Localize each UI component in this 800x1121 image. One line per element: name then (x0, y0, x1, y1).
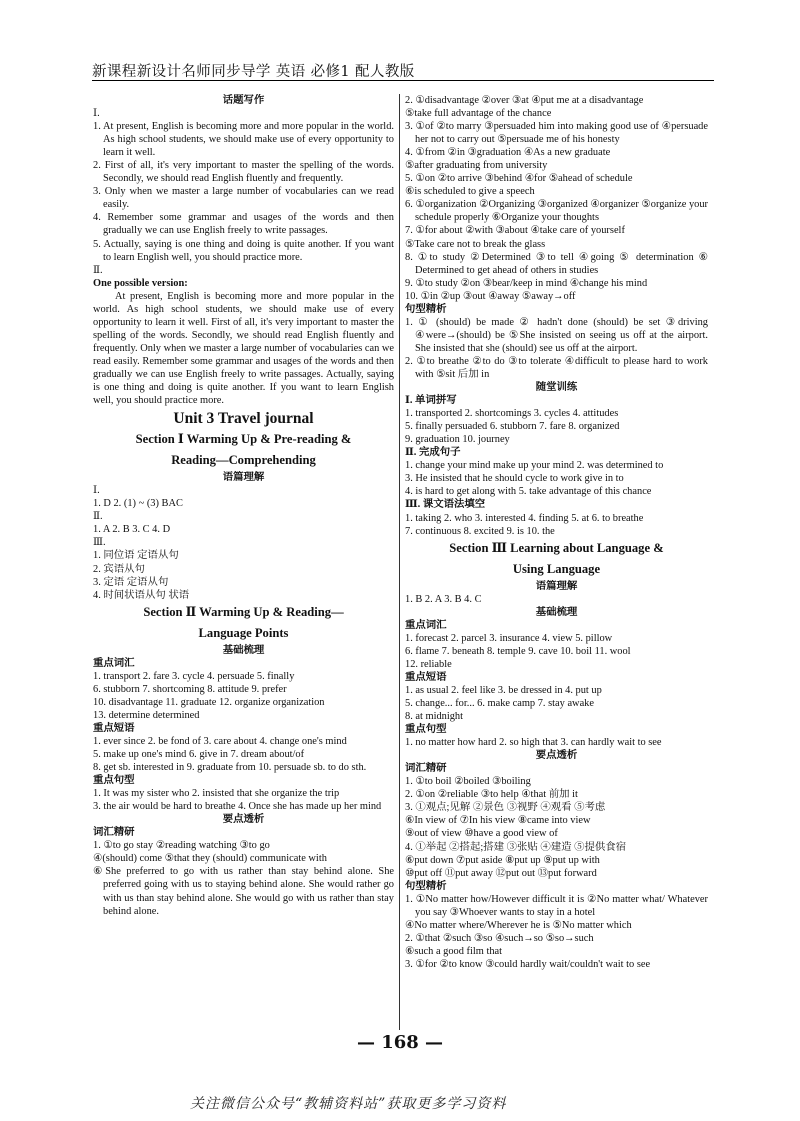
center-heading: 要点透析 (222, 814, 265, 826)
center-heading: 基础梳理 (222, 644, 265, 656)
text-line: 4. 时间状语从句 状语 (93, 589, 190, 601)
answer-line: 3. ①of ②to marry ③persuaded him into making good use of ④persuade her not to carry out ⑤persuade me of his honesty (405, 121, 708, 146)
section-title: Reading—Comprehending (171, 453, 316, 468)
section-title: Language Points (198, 625, 289, 640)
answer-line: 3. ①for ②to know ③could hardly wait/couldn't wait to see (405, 958, 651, 970)
text-line: 13. determine determined (93, 709, 200, 721)
text-line: 5. finally persuaded 6. stubborn 7. fare 8. organized (405, 421, 620, 433)
answer-line: ⑩put off ⑪put away ⑫put out ⑬put forward (405, 867, 597, 879)
text-line: Ⅰ. (93, 485, 100, 497)
answer-line: 3. ①观点;见解 ②景色 ③视野 ④观看 ⑤考虑 (405, 802, 606, 814)
text-line: 5. make up one's mind 6. give in 7. dream about/of (93, 749, 305, 761)
text-line: Ⅲ. 课文语法填空 (405, 499, 486, 511)
answer-line: ⑤Take care not to break the glass (405, 238, 546, 250)
text-line: 重点词汇 (93, 657, 135, 669)
text-line: 1. change your mind make up your mind 2. was determined to (405, 460, 664, 472)
text-line: 1. taking 2. who 3. interested 4. finding 5. at 6. to breathe (405, 512, 644, 524)
answer-line: 1. ① (should) be made ② hadn't done (should) be set ③driving ④were→(should) be ⑤She insisted on seeing us off at the airport. She insisted that she (should) see us off at the airport. (405, 316, 708, 354)
answer-line: 7. ①for about ②with ③about ④take care of yourself (405, 225, 625, 237)
answer-line: 2. ①on ②reliable ③to help ④that 前加 it (405, 789, 578, 801)
text-line: 重点词汇 (405, 619, 447, 631)
text-line: 9. graduation 10. journey (405, 434, 510, 446)
text-line: 10. disadvantage 11. graduate 12. organize organization (93, 696, 325, 708)
answer-line: ⑤take full advantage of the chance (405, 108, 552, 120)
text-line: 重点句型 (93, 775, 135, 787)
text-line: 12. reliable (405, 658, 452, 670)
section-title: Section Ⅲ Learning about Language & (449, 540, 664, 555)
text-line: 1. 同位语 定语从句 (93, 550, 179, 562)
answer-line: 8. ①to study ②Determined ③to tell ④going ⑤ determination ⑥ Determined to get ahead of others in studies (405, 251, 708, 276)
text-line: 4. is hard to get along with 5. take advantage of this chance (405, 486, 652, 498)
answer-line: 2. ①disadvantage ②over ③at ④put me at a disadvantage (405, 95, 644, 106)
answer-line: 1. At present, English is becoming more and more popular in the world. As high school students, we should make use of every opportunity to learn it well. (93, 121, 394, 159)
right-column (405, 94, 708, 1030)
running-header: 新课程新设计名师同步导学 英语 必修1 配人教版 (92, 64, 415, 80)
text-line: 1. as usual 2. feel like 3. be dressed in 4. put up (405, 684, 602, 696)
text-line: 重点短语 (93, 722, 135, 734)
unit-title: Unit 3 Travel journal (173, 410, 314, 428)
center-heading: 话题写作 (222, 95, 265, 106)
answer-line: 1. ①No matter how/However difficult it is ②No matter what/ Whatever you say ③Whoever wants to stay in a hotel (405, 893, 708, 918)
text-line: 重点短语 (405, 671, 447, 683)
text-line: Ⅲ. (93, 537, 106, 549)
text-line: 1. D 2. (1) ~ (3) BAC (93, 498, 183, 510)
text-line: 6. stubborn 7. shortcoming 8. attitude 9. prefer (93, 683, 287, 695)
answer-line: 4. ①from ②in ③graduation ④As a new graduate (405, 147, 611, 159)
text-line: 1. ever since 2. be fond of 3. care about 4. change one's mind (93, 735, 347, 747)
text-line: 1. transport 2. fare 3. cycle 4. persuade 5. finally (93, 670, 295, 682)
answer-line: 2. ①to breathe ②to do ③to tolerate ④difficult to please hard to work with ⑤sit 后加 in (405, 355, 708, 380)
text-line: 3. the air would be hard to breathe 4. Once she has made up her mind (93, 801, 382, 813)
section-title: Section Ⅱ Warming Up & Reading— (143, 604, 344, 619)
text-line: 句型精析 (405, 303, 447, 315)
answer-line: ④No matter where/Wherever he is ⑤No matter which (405, 919, 632, 931)
text-line: 5. change... for... 6. make camp 7. stay awake (405, 698, 594, 710)
text-line: Ⅰ. (93, 108, 100, 120)
text-line: 1. It was my sister who 2. insisted that she organize the trip (93, 788, 340, 800)
text-line: Ⅱ. 完成句子 (405, 447, 461, 459)
text-line: 词汇精研 (405, 763, 447, 775)
text-line: 1. transported 2. shortcomings 3. cycles 4. attitudes (405, 408, 619, 420)
left-column (93, 94, 394, 1030)
text-line: 8. get sb. interested in 9. graduate from 10. persuade sb. to do sth. (93, 762, 367, 774)
answer-line: 3. Only when we master a large number of vocabularies can we read easily. (93, 186, 394, 211)
answer-line: ⑨out of view ⑩have a good view of (405, 828, 558, 840)
section-title: Using Language (512, 561, 601, 576)
center-heading: 随堂训练 (535, 382, 578, 394)
center-heading: 语篇理解 (222, 472, 265, 484)
answer-line: 9. ①to study ②on ③bear/keep in mind ④change his mind (405, 277, 648, 289)
text-line: 句型精析 (405, 880, 447, 892)
text-line: 6. flame 7. beneath 8. temple 9. cave 10. boil 11. wool (405, 645, 631, 657)
essay-paragraph: At present, English is becoming more and more popular in the world. As high school students, we should make use of every opportunity to learn it well. First of all, it's very important to master the spelling of the words. Secondly, we should read English fluently and frequently. Only when we master a large number of vocabularies can we read easily. Remember some grammar and usages of the words and then gradually we can use English freely to write passages. Actually, saying is one thing and doing is quite another. If you want to learn English well, you should practice more. (93, 290, 394, 407)
text-line: 重点句型 (405, 724, 447, 736)
text-line: 1. A 2. B 3. C 4. D (93, 524, 171, 536)
text-line: Ⅱ. (93, 264, 103, 276)
text-line: 1. B 2. A 3. B 4. C (405, 593, 482, 605)
column-divider (399, 94, 400, 1030)
answer-line: 4. ①举起 ②搭起;搭建 ③张贴 ④建造 ⑤提供食宿 (405, 841, 627, 853)
answer-line: ⑥In view of ⑦In his view ⑧came into view (405, 815, 591, 827)
text-line: 1. no matter how hard 2. so high that 3. can hardly wait to see (405, 737, 662, 749)
text-line: 3. 定语 定语从句 (93, 576, 169, 588)
answer-line: 5. ①on ②to arrive ③behind ④for ⑤ahead of schedule (405, 173, 633, 185)
answer-line: 6. ①organization ②Organizing ③organized ④organizer ⑤organize your schedule properly ⑥Organize your thoughts (405, 199, 708, 224)
answer-line: 2. First of all, it's very important to master the spelling of the words. Secondly, we should read English fluently and frequently. (93, 160, 394, 185)
text-line: Ⅰ. 单词拼写 (405, 395, 457, 407)
text-line: 3. He insisted that he should cycle to work give in to (405, 473, 624, 485)
answer-line: ④(should) come ⑤that they (should) communicate with (93, 853, 327, 865)
answer-line: ⑤after graduating from university (405, 160, 548, 172)
text-line: Ⅱ. (93, 511, 103, 523)
center-heading: 语篇理解 (535, 580, 578, 592)
text-line: 8. at midnight (405, 711, 464, 723)
page-number: — 168 — (356, 1032, 444, 1053)
text-line: 7. continuous 8. excited 9. is 10. the (405, 525, 555, 537)
answer-line: ⑥is scheduled to give a speech (405, 186, 535, 198)
section-title: Section Ⅰ Warming Up & Pre-reading & (135, 432, 352, 447)
text-line: 2. 宾语从句 (93, 563, 145, 575)
center-heading: 要点透析 (535, 750, 578, 762)
answer-line: 2. ①that ②such ③so ④such→so ⑤so→such (405, 932, 594, 944)
text-line: One possible version: (93, 277, 188, 289)
answer-line: ⑥put down ⑦put aside ⑧put up ⑨put up with (405, 854, 600, 866)
answer-line: ⑥She preferred to go with us rather than stay behind alone. She preferred going with us to staying behind alone. She would rather go with us than stay behind alone. She would go with us rather than stay behind alone. (93, 866, 394, 917)
header-rule (92, 80, 714, 81)
answer-line: 10. ①in ②up ③out ④away ⑤away→off (405, 290, 576, 302)
center-heading: 基础梳理 (535, 606, 578, 618)
text-line: 1. forecast 2. parcel 3. insurance 4. view 5. pillow (405, 632, 613, 644)
answer-line: 1. ①to boil ②boiled ③boiling (405, 776, 531, 788)
text-line: 词汇精研 (93, 827, 135, 839)
answer-line: ⑥such a good film that (405, 945, 503, 957)
answer-line: 5. Actually, saying is one thing and doing is quite another. If you want to learn English well, you should practice more. (93, 238, 394, 263)
answer-line: 1. ①to go stay ②reading watching ③to go (93, 840, 270, 852)
footer-note: 关注微信公众号“教辅资料站”获取更多学习资料 (190, 1096, 507, 1112)
answer-line: 4. Remember some grammar and usages of the words and then gradually we can use English freely to write passages. (93, 212, 394, 237)
